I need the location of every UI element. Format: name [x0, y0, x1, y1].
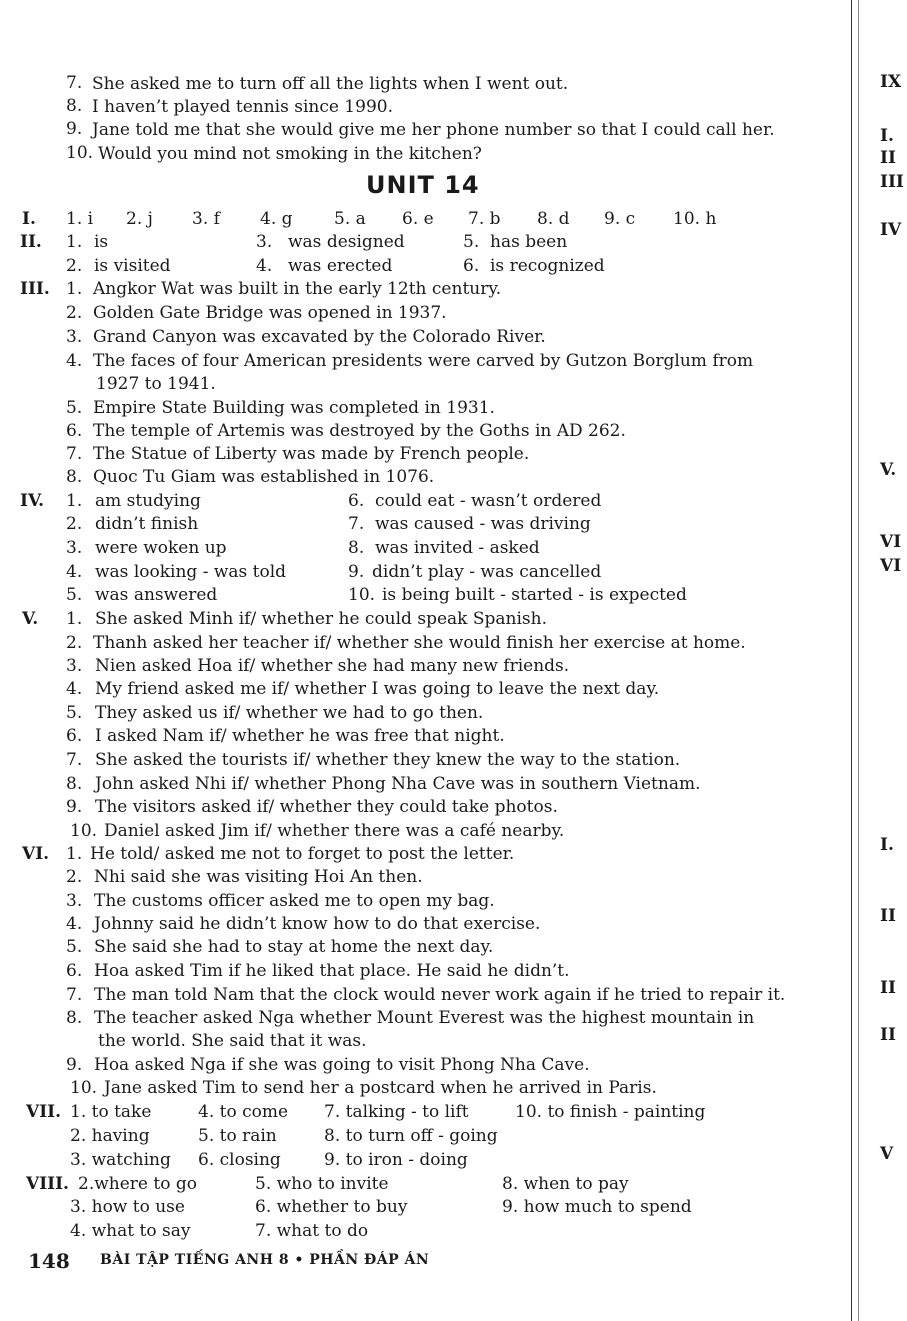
answer-line: Nhi said she was visiting Hoi An then.	[94, 867, 423, 887]
list-number: 5.	[66, 398, 83, 418]
answer-item: 4. what to say	[70, 1221, 191, 1241]
facing-page-label: VI	[880, 532, 902, 552]
answer-line: They asked us if/ whether we had to go then.	[95, 703, 484, 723]
list-number: 2.	[66, 303, 83, 323]
answer-item: 10. to finish - painting	[515, 1102, 706, 1122]
running-footer: BÀI TẬP TIẾNG ANH 8 • PHẦN ĐÁP ÁN	[100, 1252, 430, 1268]
match-item: 8. d	[537, 209, 570, 229]
list-number: 10.	[66, 143, 94, 163]
answer-item: 5. to rain	[198, 1126, 277, 1146]
answer-line: Johnny said he didn’t know how to do that exercise.	[94, 914, 541, 934]
list-number: 4.	[66, 679, 83, 699]
list-number: 3.	[66, 327, 83, 347]
list-number: 6.	[66, 726, 83, 746]
match-item: 9. c	[604, 209, 636, 229]
match-item: 6. e	[402, 209, 434, 229]
answer-line: Grand Canyon was excavated by the Colorado River.	[93, 327, 546, 347]
answer-line: She said she had to stay at home the next day.	[94, 937, 494, 957]
list-number: 6.	[463, 256, 480, 276]
answer-line: The visitors asked if/ whether they could take photos.	[95, 797, 558, 817]
section-label: IV.	[20, 491, 45, 511]
answer-line: was looking - was told	[95, 562, 287, 582]
list-number: 7.	[348, 514, 365, 534]
page-number: 148	[28, 1249, 70, 1273]
section-label: III.	[20, 279, 50, 299]
list-number: 8.	[348, 538, 365, 558]
answer-line: was caused - was driving	[375, 514, 591, 534]
list-number: 6.	[66, 421, 83, 441]
list-number: 1.	[66, 844, 83, 864]
answer-line: She asked me to turn off all the lights when I went out.	[92, 74, 569, 94]
answer-line: has been	[490, 232, 568, 252]
facing-page-label: II	[880, 978, 896, 998]
answer-line: is visited	[94, 256, 171, 276]
list-number: 4.	[66, 351, 83, 371]
list-number: 9.	[348, 562, 365, 582]
answer-item: 6. whether to buy	[255, 1197, 408, 1217]
list-number: 4.	[256, 256, 273, 276]
answer-line: didn’t finish	[95, 514, 199, 534]
answer-line: I asked Nam if/ whether he was free that night.	[95, 726, 505, 746]
list-number: 5.	[66, 585, 83, 605]
list-number: 2.	[66, 256, 83, 276]
match-item: 5. a	[334, 209, 366, 229]
answer-line: am studying	[95, 491, 201, 511]
list-number: 1.	[66, 609, 83, 629]
answer-line: I haven’t played tennis since 1990.	[92, 97, 393, 117]
answer-line: was invited - asked	[375, 538, 540, 558]
answer-line: Empire State Building was completed in 1931.	[93, 398, 495, 418]
answer-line: is	[94, 232, 109, 252]
answer-line: The faces of four American presidents were carved by Gutzon Borglum from	[93, 351, 754, 371]
answer-line: could eat - wasn’t ordered	[375, 491, 602, 511]
match-item: 2. j	[126, 209, 153, 229]
answer-line: Would you mind not smoking in the kitchen?	[98, 144, 482, 164]
list-number: 3.	[66, 538, 83, 558]
list-number: 3.	[66, 891, 83, 911]
answer-item: 2.where to go	[78, 1174, 197, 1194]
list-number: 1.	[66, 232, 83, 252]
list-number: 1.	[66, 491, 83, 511]
answer-item: 9. how much to spend	[502, 1197, 692, 1217]
answer-line: Nien asked Hoa if/ whether she had many new friends.	[95, 656, 570, 676]
list-number: 7.	[66, 985, 83, 1005]
answer-item: 8. when to pay	[502, 1174, 629, 1194]
answer-line: The Statue of Liberty was made by French people.	[93, 444, 530, 464]
list-number: 10.	[70, 821, 98, 841]
answer-item: 3. how to use	[70, 1197, 185, 1217]
answer-line: was erected	[288, 256, 393, 276]
list-number: 2.	[66, 633, 83, 653]
match-item: 10. h	[673, 209, 717, 229]
answer-line: Jane asked Tim to send her a postcard when he arrived in Paris.	[104, 1078, 657, 1098]
list-number: 6.	[66, 961, 83, 981]
list-number: 1.	[66, 279, 83, 299]
answer-line: didn’t play - was cancelled	[372, 562, 602, 582]
answer-item: 3. watching	[70, 1150, 171, 1170]
answer-line: The teacher asked Nga whether Mount Everest was the highest mountain in	[94, 1008, 755, 1028]
answer-line: The customs officer asked me to open my bag.	[94, 891, 495, 911]
answer-item: 6. closing	[198, 1150, 281, 1170]
answer-item: 5. who to invite	[255, 1174, 389, 1194]
list-number: 2.	[66, 514, 83, 534]
answer-line: Angkor Wat was built in the early 12th century.	[93, 279, 502, 299]
list-number: 8.	[66, 774, 83, 794]
list-number: 9.	[66, 119, 83, 139]
answer-line: Hoa asked Tim if he liked that place. He said he didn’t.	[94, 961, 570, 981]
page-fold-line	[858, 0, 859, 1321]
answer-item: 8. to turn off - going	[324, 1126, 498, 1146]
list-number: 7.	[66, 750, 83, 770]
answer-line: was designed	[288, 232, 405, 252]
facing-page-label: I.	[880, 835, 894, 855]
answer-line: The man told Nam that the clock would never work again if he tried to repair it.	[94, 985, 786, 1005]
section-label: VIII.	[26, 1174, 69, 1194]
facing-page-label: II	[880, 906, 896, 926]
section-label: V.	[22, 609, 39, 629]
list-number: 7.	[66, 444, 83, 464]
match-item: 1. i	[66, 209, 94, 229]
list-number: 2.	[66, 867, 83, 887]
section-label: I.	[22, 209, 36, 229]
list-number: 3.	[256, 232, 273, 252]
answer-item: 7. what to do	[255, 1221, 369, 1241]
facing-page-label: V.	[880, 460, 897, 480]
answer-item: 4. to come	[198, 1102, 289, 1122]
list-number: 10.	[70, 1078, 98, 1098]
list-number: 4.	[66, 562, 83, 582]
facing-page-label: II	[880, 1025, 896, 1045]
facing-page-label: III	[880, 172, 904, 192]
match-item: 3. f	[192, 209, 220, 229]
answer-line-continued: 1927 to 1941.	[96, 374, 216, 394]
answer-line: is recognized	[490, 256, 605, 276]
answer-line: He told/ asked me not to forget to post the letter.	[90, 844, 515, 864]
unit-title: UNIT 14	[366, 171, 480, 199]
list-number: 8.	[66, 96, 83, 116]
answer-line: She asked the tourists if/ whether they knew the way to the station.	[95, 750, 681, 770]
match-item: 7. b	[468, 209, 501, 229]
facing-page-label: II	[880, 148, 896, 168]
facing-page-label: IX	[880, 72, 902, 92]
section-label: VII.	[26, 1102, 62, 1122]
section-label: II.	[20, 232, 42, 252]
answer-line: were woken up	[95, 538, 227, 558]
list-number: 5.	[66, 703, 83, 723]
list-number: 10.	[348, 585, 376, 605]
answer-line: Golden Gate Bridge was opened in 1937.	[93, 303, 447, 323]
list-number: 3.	[66, 656, 83, 676]
answer-line: is being built - started - is expected	[382, 585, 687, 605]
answer-item: 1. to take	[70, 1102, 152, 1122]
page-fold-line	[851, 0, 852, 1321]
answer-item: 9. to iron - doing	[324, 1150, 468, 1170]
answer-line: My friend asked me if/ whether I was going to leave the next day.	[95, 679, 660, 699]
list-number: 4.	[66, 914, 83, 934]
answer-line: Hoa asked Nga if she was going to visit Phong Nha Cave.	[94, 1055, 590, 1075]
answer-line: Quoc Tu Giam was established in 1076.	[93, 467, 435, 487]
list-number: 9.	[66, 797, 83, 817]
facing-page-label: V	[880, 1144, 894, 1164]
answer-line: Daniel asked Jim if/ whether there was a café nearby.	[104, 821, 565, 841]
list-number: 6.	[348, 491, 365, 511]
match-item: 4. g	[260, 209, 293, 229]
facing-page-label: VI	[880, 556, 902, 576]
list-number: 8.	[66, 467, 83, 487]
list-number: 7.	[66, 73, 83, 93]
answer-line: John asked Nhi if/ whether Phong Nha Cave was in southern Vietnam.	[95, 774, 701, 794]
list-number: 5.	[463, 232, 480, 252]
facing-page-label: IV	[880, 220, 902, 240]
answer-line: Jane told me that she would give me her phone number so that I could call her.	[92, 120, 775, 140]
answer-item: 7. talking - to lift	[324, 1102, 469, 1122]
section-label: VI.	[22, 844, 50, 864]
answer-line: Thanh asked her teacher if/ whether she would finish her exercise at home.	[93, 633, 746, 653]
answer-line: She asked Minh if/ whether he could speak Spanish.	[95, 609, 547, 629]
facing-page-label: I.	[880, 126, 894, 146]
answer-line: The temple of Artemis was destroyed by the Goths in AD 262.	[93, 421, 626, 441]
list-number: 5.	[66, 937, 83, 957]
answer-line: was answered	[95, 585, 218, 605]
answer-item: 2. having	[70, 1126, 150, 1146]
list-number: 9.	[66, 1055, 83, 1075]
answer-line-continued: the world. She said that it was.	[98, 1031, 367, 1051]
list-number: 8.	[66, 1008, 83, 1028]
